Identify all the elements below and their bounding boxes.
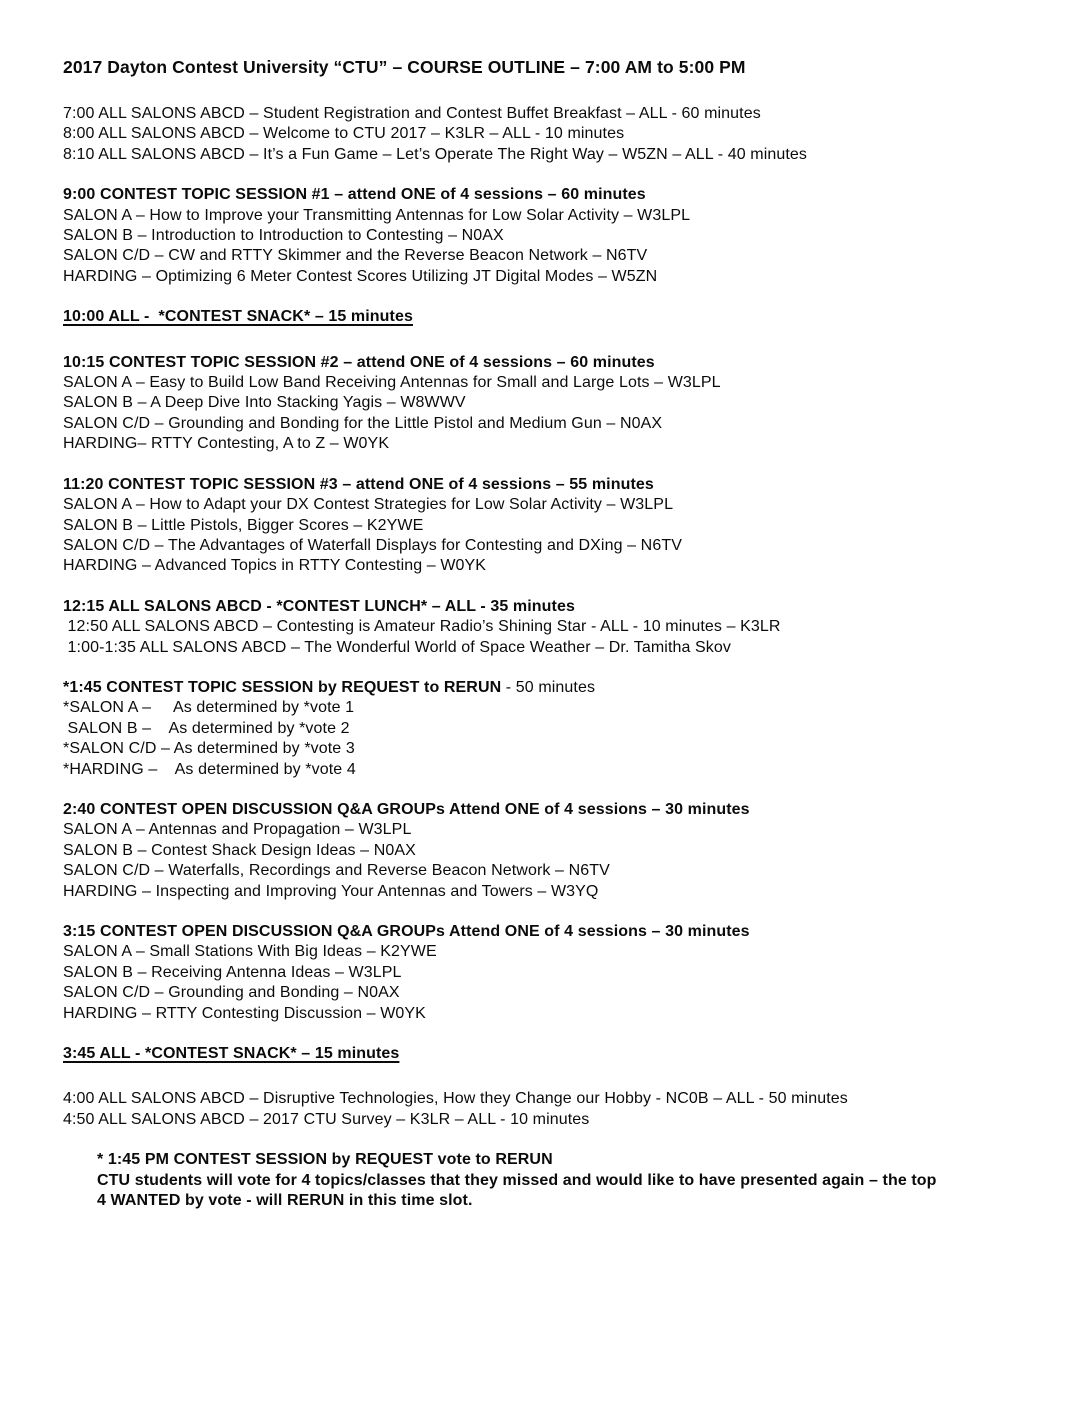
section-heading — [63, 185, 1058, 205]
schedule-line: SALON A – How to Adapt your DX Contest Strategies for Low Solar Activity – W3LPL — [63, 496, 674, 514]
schedule-line: HARDING – Optimizing 6 Meter Contest Scores Utilizing JT Digital Modes – W5ZN — [63, 267, 658, 285]
schedule-section — [63, 475, 1058, 577]
section-heading-suffix: - 50 minutes — [501, 678, 596, 696]
schedule-line: SALON C/D – Waterfalls, Recordings and Reverse Beacon Network – N6TV — [63, 862, 610, 880]
section-heading — [63, 800, 1058, 820]
schedule-line: *SALON A – As determined by *vote 1 — [63, 699, 355, 717]
section-heading — [63, 678, 1058, 698]
schedule-line: SALON C/D – Grounding and Bonding for the Little Pistol and Medium Gun – N0AX — [63, 414, 663, 432]
schedule-section — [63, 1089, 1058, 1130]
section-heading-text: 10:00 ALL - *CONTEST SNACK* – 15 minutes — [63, 308, 413, 326]
schedule — [63, 104, 1058, 1211]
schedule-section — [63, 800, 1058, 902]
schedule-line: SALON C/D – Grounding and Bonding – N0AX — [63, 984, 400, 1002]
schedule-line: CTU students will vote for 4 topics/classes that they missed and would like to have presented again – the top — [97, 1171, 937, 1189]
schedule-line: SALON B – Contest Shack Design Ideas – N0AX — [63, 841, 416, 859]
schedule-line: SALON B – Little Pistols, Bigger Scores – K2YWE — [63, 516, 424, 534]
schedule-section — [63, 104, 1058, 165]
schedule-line: * 1:45 PM CONTEST SESSION by REQUEST vote to RERUN — [97, 1151, 553, 1169]
schedule-line: HARDING – RTTY Contesting Discussion – W0YK — [63, 1004, 426, 1022]
schedule-section — [63, 1044, 1058, 1064]
schedule-line: 4:00 ALL SALONS ABCD – Disruptive Technologies, How they Change our Hobby - NC0B – ALL - 50 minutes — [63, 1090, 848, 1108]
schedule-section — [63, 678, 1058, 780]
schedule-section — [63, 922, 1058, 1024]
schedule-line: SALON A – Small Stations With Big Ideas – K2YWE — [63, 943, 437, 961]
schedule-line: 4:50 ALL SALONS ABCD – 2017 CTU Survey – K3LR – ALL - 10 minutes — [63, 1110, 590, 1128]
section-heading-text: 10:15 CONTEST TOPIC SESSION #2 – attend ONE of 4 sessions – 60 minutes — [63, 353, 655, 371]
page-title: 2017 Dayton Contest University “CTU” – COURSE OUTLINE – 7:00 AM to 5:00 PM — [63, 57, 746, 77]
schedule-section — [63, 1150, 1058, 1211]
schedule-line: SALON C/D – The Advantages of Waterfall Displays for Contesting and DXing – N6TV — [63, 536, 682, 554]
schedule-line: SALON A – How to Improve your Transmitting Antennas for Low Solar Activity – W3LPL — [63, 206, 691, 224]
schedule-section — [63, 353, 1058, 455]
schedule-line: SALON B – Receiving Antenna Ideas – W3LPL — [63, 963, 402, 981]
section-heading-text: 2:40 CONTEST OPEN DISCUSSION Q&A GROUPs Attend ONE of 4 sessions – 30 minutes — [63, 800, 750, 818]
schedule-line: 7:00 ALL SALONS ABCD – Student Registration and Contest Buffet Breakfast – ALL - 60 minutes — [63, 105, 761, 122]
section-heading-text: *1:45 CONTEST TOPIC SESSION by REQUEST to RERUN — [63, 678, 502, 696]
schedule-line: 4 WANTED by vote - will RERUN in this time slot. — [97, 1192, 473, 1210]
section-heading — [63, 1044, 1058, 1064]
schedule-line: 12:50 ALL SALONS ABCD – Contesting is Amateur Radio’s Shining Star - ALL - 10 minutes – K3LR — [63, 618, 781, 636]
section-heading-text: 12:15 ALL SALONS ABCD - *CONTEST LUNCH* – ALL - 35 minutes — [63, 597, 575, 615]
section-heading-text: 3:15 CONTEST OPEN DISCUSSION Q&A GROUPs Attend ONE of 4 sessions – 30 minutes — [63, 923, 750, 940]
schedule-line: HARDING– RTTY Contesting, A to Z – W0YK — [63, 435, 390, 453]
schedule-line: SALON B – A Deep Dive Into Stacking Yagis – W8WWV — [63, 394, 466, 412]
schedule-line: SALON B – As determined by *vote 2 — [63, 719, 350, 737]
schedule-line: SALON A – Easy to Build Low Band Receiving Antennas for Small and Large Lots – W3LPL — [63, 374, 721, 392]
schedule-line: SALON C/D – CW and RTTY Skimmer and the Reverse Beacon Network – N6TV — [63, 247, 648, 265]
section-heading-text: 3:45 ALL - *CONTEST SNACK* – 15 minutes — [63, 1045, 400, 1063]
schedule-section — [63, 597, 1058, 658]
schedule-line: HARDING – Advanced Topics in RTTY Contesting – W0YK — [63, 557, 487, 575]
schedule-line: 8:10 ALL SALONS ABCD – It’s a Fun Game – Let’s Operate The Right Way – W5ZN – ALL - 40 minutes — [63, 145, 807, 163]
schedule-line: 1:00-1:35 ALL SALONS ABCD – The Wonderful World of Space Weather – Dr. Tamitha Skov — [63, 638, 732, 656]
schedule-line: *HARDING – As determined by *vote 4 — [63, 760, 356, 778]
section-heading — [63, 597, 1058, 617]
section-heading — [63, 307, 1058, 327]
schedule-line: SALON A – Antennas and Propagation – W3LPL — [63, 821, 412, 839]
schedule-line: SALON B – Introduction to Introduction to Contesting – N0AX — [63, 227, 504, 245]
schedule-section — [63, 185, 1058, 287]
schedule-line: HARDING – Inspecting and Improving Your Antennas and Towers – W3YQ — [63, 882, 599, 900]
schedule-section — [63, 307, 1058, 327]
section-heading-text: 9:00 CONTEST TOPIC SESSION #1 – attend ONE of 4 sessions – 60 minutes — [63, 186, 646, 204]
schedule-line: *SALON C/D – As determined by *vote 3 — [63, 740, 355, 758]
schedule-line: 8:00 ALL SALONS ABCD – Welcome to CTU 2017 – K3LR – ALL - 10 minutes — [63, 125, 625, 143]
section-heading-text: 11:20 CONTEST TOPIC SESSION #3 – attend ONE of 4 sessions – 55 minutes — [63, 475, 654, 493]
section-heading — [63, 353, 1058, 373]
section-heading — [63, 475, 1058, 495]
section-heading — [63, 922, 1058, 942]
